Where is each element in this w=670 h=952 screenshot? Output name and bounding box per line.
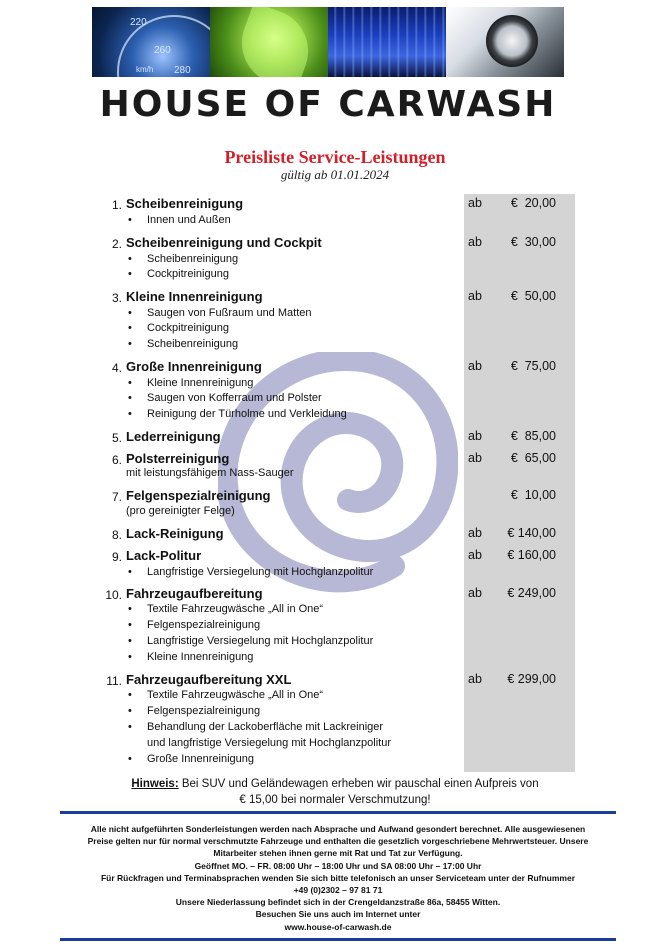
item-number: 4. <box>111 361 122 375</box>
item-name: Lack-Politur <box>126 548 202 563</box>
item-price-prefix: ab <box>468 672 482 686</box>
page-title: Preisliste Service-Leistungen <box>224 147 446 167</box>
gauge-label: 280 <box>174 65 191 76</box>
item-number: 6. <box>111 453 122 467</box>
bottom-divider <box>60 938 616 941</box>
item-price-prefix: ab <box>468 548 482 562</box>
item-price: € 160,00 <box>507 548 556 562</box>
service-list: 1. Scheibenreinigung ab € 20,00 • Innen und Außen 2. Scheibenreinigung und Cockpit ab € 30,00 • Scheibenreinigung • Cockpitreinigung 3. Kleine Innenreinigung ab € 50,00 • Saugen von Fußraum und Matten • Cockpitreinigung • Scheibenreinigung 4. Große Innenreinigung ab € 75,00 • Kleine Innenreinigung • Saugen von Kofferraum und Polster • Reinigung der Türholme und Verkleidung 5. Lederreinigung ab € 85,00 6. Polsterreinigung ab € 65,00 mit leistungsfähigem Nass-Sauger 7. Felgenspezialreinigung € 10,00 (pro gereinigter Felge) 8. Lack-Reinigung ab € 140,00 9. Lack-Politur ab € 160,00 • Langfristige Versiegelung mit Hochglanzpolitur 10. Fahrzeugaufbereitung ab € 249,00 • Textile Fahrzeugwäsche „All in One“ • Felgenspezialreinigung • Langfristige Versiegelung mit Hochglanzpolitur • Kleine Innenreinigung 11. Fahrzeugaufbereitung XXL ab € 299,00 • Textile Fahrzeugwäsche „All in One“ • Felgenspezialreinigung • Behandlung der Lackoberfläche mit Lackreiniger und langfristige Versiegelung mit Hochglanzpolitur • Große Innenreinigung <box>0 0 670 952</box>
item-price-prefix: ab <box>468 586 482 600</box>
item-note: (pro gereinigter Felge) <box>126 505 235 517</box>
item-name: Polsterreinigung <box>126 451 230 466</box>
item-number: 5. <box>111 431 122 445</box>
item-price: € 249,00 <box>507 586 556 600</box>
item-price-prefix: ab <box>468 451 482 465</box>
item-price-prefix: ab <box>468 196 482 210</box>
footer-line: Alle nicht aufgeführten Sonderleistungen werden nach Absprache und Aufwand gesondert berechnet. Alle ausgewiesenen <box>90 824 586 834</box>
gauge-label: 260 <box>154 45 171 56</box>
item-name: Scheibenreinigung und Cockpit <box>126 235 322 250</box>
item-name: Fahrzeugaufbereitung XXL <box>126 672 292 687</box>
gauge-unit-label: km/h <box>136 65 154 74</box>
item-name: Kleine Innenreinigung <box>126 289 263 304</box>
item-price-prefix: ab <box>468 235 482 249</box>
item-name: Scheibenreinigung <box>126 196 244 211</box>
note-text-line2: € 15,00 bei normaler Verschmutzung! <box>239 794 431 806</box>
footer-line: Preise gelten nur für normal verschmutzte Fahrzeuge und enthalten die gesetzlich vorgeschriebene Mehrwertsteuer. Unsere <box>87 836 589 847</box>
surcharge-note <box>0 776 670 808</box>
item-price: € 30,00 <box>510 235 556 249</box>
gauge-label: 220 <box>130 17 147 28</box>
phone-number: +49 (0)2302 – 97 81 71 <box>293 885 383 896</box>
footer-info <box>60 823 616 933</box>
item-number: 3. <box>111 291 122 305</box>
note-text-line1: Bei SUV und Geländewagen erheben wir pauschal einen Aufpreis von <box>178 778 539 790</box>
valid-from-date: gültig ab 01.01.2024 <box>280 167 390 182</box>
item-name: Lack-Reinigung <box>126 526 224 541</box>
item-name: Felgenspezialreinigung <box>126 488 271 503</box>
item-name: Große Innenreinigung <box>126 359 262 374</box>
item-number: 8. <box>111 528 122 542</box>
item-price: € 140,00 <box>507 526 556 540</box>
company-logo: HOUSE OF CARWASH <box>99 84 557 125</box>
item-name: Lederreinigung <box>126 429 221 444</box>
item-number: 1. <box>111 198 122 212</box>
item-note: mit leistungsfähigem Nass-Sauger <box>126 467 294 479</box>
item-price: € 50,00 <box>510 289 556 303</box>
item-price: € 299,00 <box>507 672 556 686</box>
footer-line: Für Rückfragen und Terminabsprachen wenden Sie sich bitte telefonisch an unser Serviceteam unter der Rufnummer <box>100 872 576 883</box>
item-name: Fahrzeugaufbereitung <box>126 586 263 601</box>
top-divider <box>60 811 616 814</box>
item-price: € 65,00 <box>510 451 556 465</box>
footer-line: Mitarbeiter stehen ihnen gerne mit Rat und Tat zur Verfügung. <box>213 848 463 859</box>
item-number: 11. <box>106 674 122 688</box>
opening-hours: Geöffnet MO. – FR. 08:00 Uhr – 18:00 Uhr und SA 08:00 Uhr – 17:00 Uhr <box>194 860 482 871</box>
item-bullet-continuation: und langfristige Versiegelung mit Hochglanzpolitur <box>147 737 391 749</box>
item-number: 2. <box>111 237 122 251</box>
item-price-prefix: ab <box>468 526 482 540</box>
item-price-prefix: ab <box>468 429 482 443</box>
footer-line: Besuchen Sie uns auch im Internet unter <box>255 909 421 920</box>
item-price-prefix: ab <box>468 289 482 303</box>
note-label: Hinweis: <box>131 778 179 790</box>
item-number: 10. <box>105 588 122 602</box>
item-price: € 85,00 <box>510 429 556 443</box>
item-price: € 10,00 <box>510 488 556 502</box>
item-price: € 75,00 <box>510 359 556 373</box>
item-number: 7. <box>111 490 122 504</box>
item-price-prefix: ab <box>468 359 482 373</box>
item-number: 9. <box>111 550 122 564</box>
address: Unsere Niederlassung befindet sich in der Crengeldanzstraße 86a, 58455 Witten. <box>175 897 501 908</box>
website-link[interactable]: www.house-of-carwash.de <box>284 921 392 932</box>
item-price: € 20,00 <box>510 196 556 210</box>
